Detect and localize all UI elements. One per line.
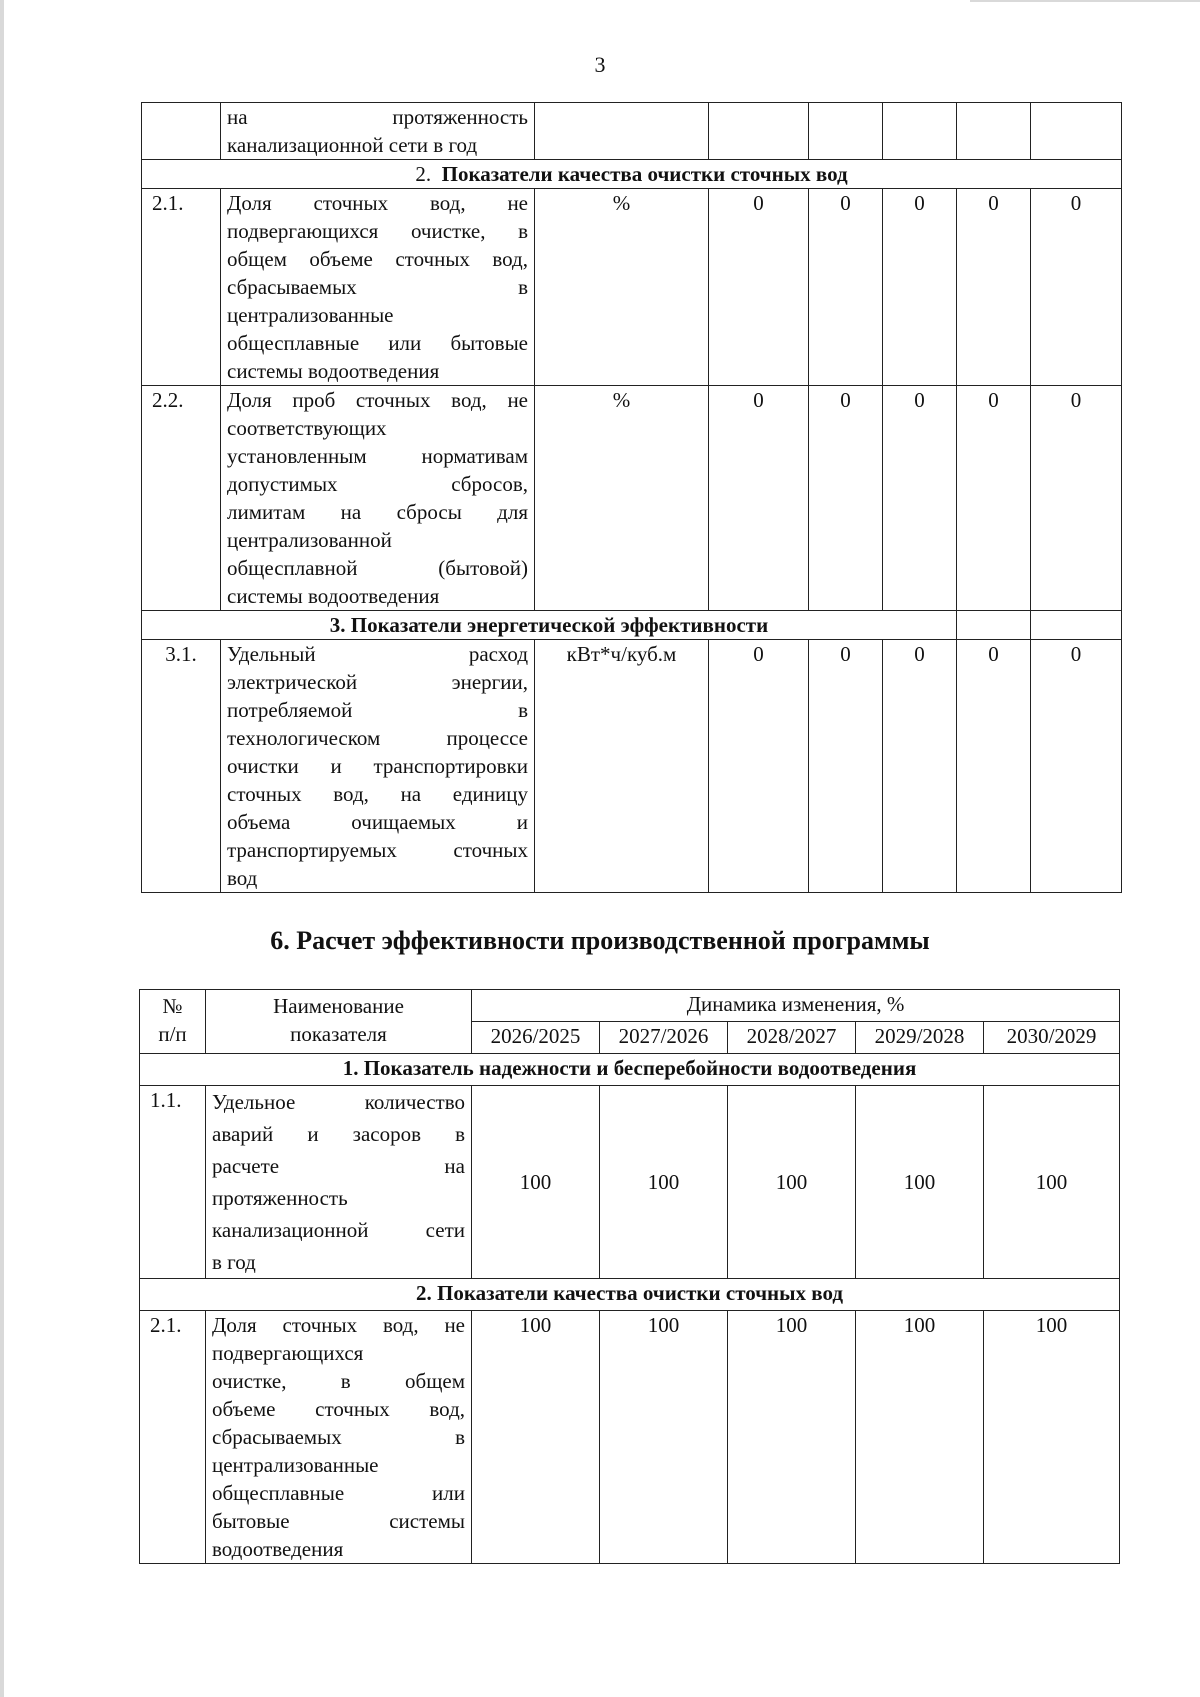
num-cell [142, 103, 221, 160]
section-title: 2. Показатели качества очистки сточных вод [140, 1279, 1120, 1311]
name-line: сточных вод, на единицу [227, 782, 528, 806]
indicator-name-cell [221, 103, 535, 160]
name-line: протяженность [212, 1186, 348, 1210]
value-cell: 0 [709, 640, 809, 893]
name-line: подвергающихся очистке, в [227, 219, 528, 243]
value-cell: 0 [957, 640, 1031, 893]
row-number: 2.1. [142, 189, 221, 386]
value-cell: 0 [709, 386, 809, 611]
scan-left-edge [0, 0, 4, 1697]
name-line: сбрасываемых в [227, 275, 528, 299]
unit-cell: % [535, 189, 709, 386]
value-cell: 0 [1031, 189, 1122, 386]
name-line: установленным нормативам [227, 444, 528, 468]
row-number: 1.1. [140, 1086, 206, 1279]
name-line: Удельный расход [227, 642, 528, 666]
value-cell [883, 103, 957, 160]
row-number: 3.1. [142, 640, 221, 893]
name-line: централизованной [227, 528, 392, 552]
name-line: бытовые системы [212, 1509, 465, 1533]
name-line: объема очищаемых и [227, 810, 528, 834]
indicator-name-cell [221, 189, 535, 386]
section-row [140, 1054, 1120, 1086]
value-cell: 100 [728, 1086, 856, 1279]
name-line: в год [212, 1250, 256, 1274]
value-cell: 0 [1031, 640, 1122, 893]
value-cell [957, 103, 1031, 160]
name-line: Доля сточных вод, не [212, 1313, 465, 1337]
unit-cell [535, 103, 709, 160]
name-line: централизованные [212, 1453, 379, 1477]
section-row [142, 160, 1122, 189]
value-cell: 0 [809, 386, 883, 611]
section-number: 2. [415, 162, 432, 186]
name-line: Доля сточных вод, не [227, 191, 528, 215]
section-row [142, 611, 1122, 640]
header-row [140, 990, 1120, 1022]
name-line: допустимых сбросов, [227, 472, 528, 496]
period-header: 2029/2028 [856, 1022, 984, 1054]
name-line: расчете на [212, 1154, 465, 1178]
empty-cell [1031, 611, 1122, 640]
value-cell: 0 [709, 189, 809, 386]
value-cell: 0 [809, 640, 883, 893]
name-header [206, 990, 472, 1054]
indicator-name-cell [221, 640, 535, 893]
value-cell: 100 [600, 1311, 728, 1564]
period-header: 2026/2025 [472, 1022, 600, 1054]
indicator-name-cell [206, 1311, 472, 1564]
value-cell: 100 [472, 1086, 600, 1279]
indicators-table [141, 102, 1122, 893]
section-heading: 6. Расчет эффективности производственной программы [270, 926, 930, 955]
name-line: на протяженность [227, 105, 528, 129]
table-row [142, 386, 1122, 611]
header-line: № [162, 994, 183, 1018]
name-line: подвергающихся [212, 1341, 364, 1365]
value-cell: 100 [600, 1086, 728, 1279]
page-number: 3 [594, 52, 606, 77]
name-line: потребляемой в [227, 698, 528, 722]
name-line: канализационной сети [212, 1218, 465, 1242]
value-cell: 100 [984, 1311, 1120, 1564]
value-cell: 0 [957, 386, 1031, 611]
name-line: водоотведения [212, 1537, 344, 1561]
name-line: Доля проб сточных вод, не [227, 388, 528, 412]
value-cell: 0 [809, 189, 883, 386]
efficiency-table [139, 989, 1120, 1564]
section-title [142, 160, 1122, 189]
name-line: общесплавные или бытовые [227, 331, 528, 355]
value-cell: 0 [883, 640, 957, 893]
section-title: 1. Показатель надежности и бесперебойности водоотведения [140, 1054, 1120, 1086]
value-cell: 0 [883, 386, 957, 611]
name-line: системы водоотведения [227, 584, 440, 608]
table-row [140, 1086, 1120, 1279]
value-cell: 100 [856, 1311, 984, 1564]
indicator-name-cell [206, 1086, 472, 1279]
value-cell: 0 [957, 189, 1031, 386]
table-row [142, 103, 1122, 160]
row-number: 2.2. [142, 386, 221, 611]
name-line: Удельное количество [212, 1090, 465, 1114]
section-row [140, 1279, 1120, 1311]
table-row [140, 1311, 1120, 1564]
name-line: сбрасываемых в [212, 1425, 465, 1449]
period-header: 2027/2026 [600, 1022, 728, 1054]
period-header: 2030/2029 [984, 1022, 1120, 1054]
name-line: транспортируемых сточных [227, 838, 528, 862]
name-line: общем объеме сточных вод, [227, 247, 528, 271]
name-line: централизованные [227, 303, 394, 327]
header-line: показателя [290, 1022, 387, 1046]
empty-cell [957, 611, 1031, 640]
name-line: общесплавной (бытовой) [227, 556, 528, 580]
name-line: аварий и засоров в [212, 1122, 465, 1146]
name-line: очистки и транспортировки [227, 754, 528, 778]
name-line: общесплавные или [212, 1481, 465, 1505]
dynamics-header: Динамика изменения, % [472, 990, 1120, 1022]
value-cell: 100 [856, 1086, 984, 1279]
value-cell [809, 103, 883, 160]
name-line: электрической энергии, [227, 670, 528, 694]
name-line: системы водоотведения [227, 359, 440, 383]
row-number: 2.1. [140, 1311, 206, 1564]
name-line: вод [227, 866, 258, 890]
header-line: п/п [158, 1022, 187, 1046]
value-cell [709, 103, 809, 160]
value-cell [1031, 103, 1122, 160]
name-line: канализационной сети в год [227, 133, 478, 157]
section-title-text: Показатели качества очистки сточных вод [441, 162, 848, 186]
value-cell: 100 [472, 1311, 600, 1564]
unit-cell: % [535, 386, 709, 611]
unit-cell: кВт*ч/куб.м [535, 640, 709, 893]
scan-top-edge [970, 0, 1200, 2]
num-header [140, 990, 206, 1054]
section-title: 3. Показатели энергетической эффективности [142, 611, 957, 640]
name-line: лимитам на сбросы для [227, 500, 528, 524]
value-cell: 100 [728, 1311, 856, 1564]
table-row [142, 640, 1122, 893]
name-line: объеме сточных вод, [212, 1397, 465, 1421]
table-row [142, 189, 1122, 386]
name-line: очистке, в общем [212, 1369, 465, 1393]
indicator-name-cell [221, 386, 535, 611]
name-line: технологическом процессе [227, 726, 528, 750]
value-cell: 0 [1031, 386, 1122, 611]
value-cell: 100 [984, 1086, 1120, 1279]
name-line: соответствующих [227, 416, 387, 440]
value-cell: 0 [883, 189, 957, 386]
header-line: Наименование [273, 994, 404, 1018]
period-header: 2028/2027 [728, 1022, 856, 1054]
